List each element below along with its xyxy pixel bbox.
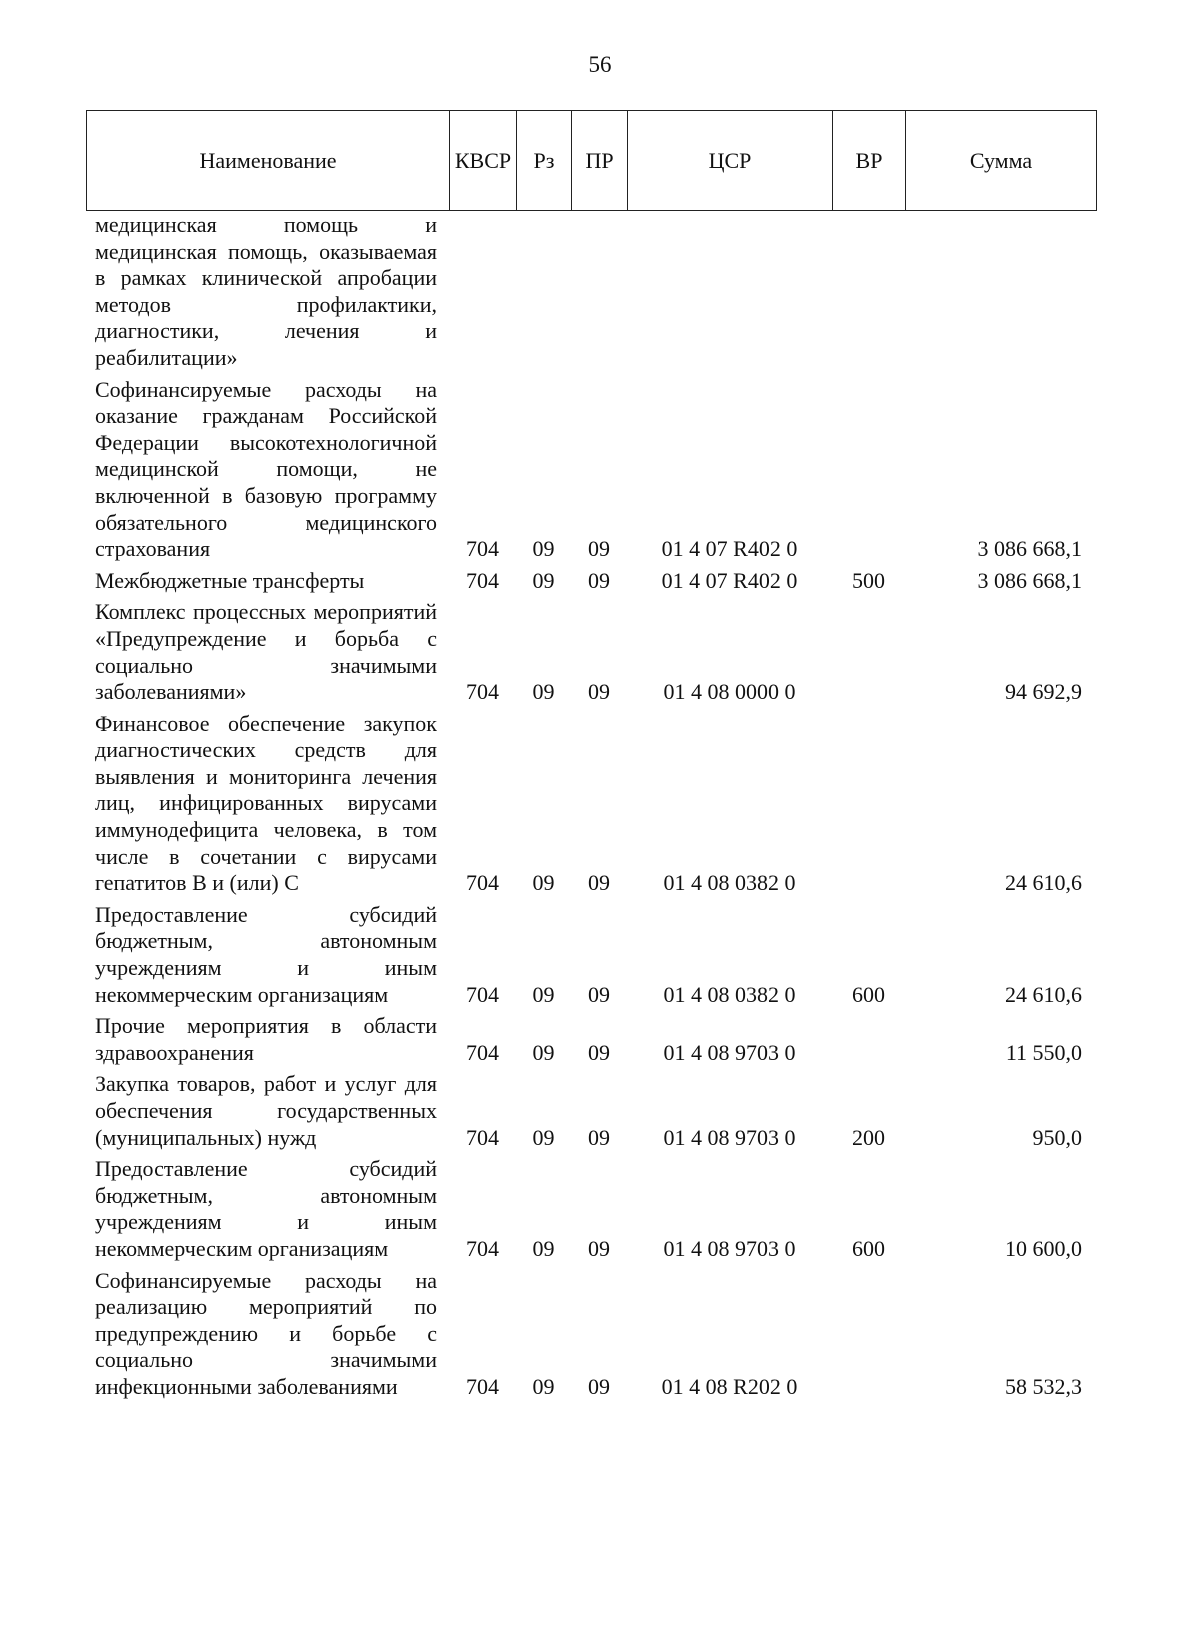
row-name: Прочие мероприятия в области здравоохранения — [95, 1013, 437, 1065]
table-row — [86, 563, 1096, 595]
row-vr: 600 — [852, 1235, 885, 1261]
row-rz: 09 — [532, 981, 555, 1007]
row-kvsr — [449, 212, 516, 372]
header-pr: ПР — [572, 111, 628, 211]
header-vr: ВР — [833, 111, 906, 211]
row-kvsr: 704 — [466, 981, 499, 1007]
row-pr: 09 — [588, 870, 610, 896]
header-name: Наименование — [87, 111, 450, 211]
row-rz: 09 — [532, 870, 555, 896]
row-csr — [627, 212, 832, 372]
row-name: Софинансируемые расходы на оказание гражданам Российской Федерации высокотехнологичной медицинской помощи, не включенной в базовую программу обязательного медицинского страхования — [95, 376, 437, 562]
row-sum: 10 600,0 — [1005, 1235, 1082, 1261]
row-name: медицинская помощь и медицинская помощь, оказываемая в рамках клинической апробации методов профилактики, диагностики, лечения и реабилитации» — [95, 212, 437, 370]
row-csr: 01 4 07 R402 0 — [661, 567, 798, 593]
row-csr: 01 4 08 9703 0 — [663, 1124, 796, 1150]
row-vr — [832, 1008, 905, 1066]
row-rz: 09 — [532, 1124, 555, 1150]
row-rz: 09 — [532, 1235, 555, 1261]
row-kvsr: 704 — [466, 679, 499, 705]
page-number: 56 — [588, 52, 612, 77]
row-csr: 01 4 07 R402 0 — [661, 536, 798, 562]
table-row — [86, 594, 1096, 705]
row-vr: 600 — [852, 981, 885, 1007]
row-rz: 09 — [532, 679, 555, 705]
row-csr: 01 4 08 R202 0 — [661, 1373, 798, 1399]
row-rz — [516, 212, 571, 372]
row-name: Комплекс процессных мероприятий «Предупреждение и борьба с социально значимыми заболеваниями» — [95, 599, 437, 705]
row-kvsr: 704 — [466, 1124, 499, 1150]
row-pr — [571, 212, 627, 372]
row-rz: 09 — [532, 536, 555, 562]
row-vr — [832, 212, 905, 372]
row-sum: 11 550,0 — [1005, 1039, 1082, 1065]
row-pr: 09 — [588, 567, 610, 593]
row-rz: 09 — [532, 567, 555, 593]
row-name: Предоставление субсидий бюджетным, автономным учреждениям и иным некоммерческим организациям — [95, 901, 437, 1007]
row-kvsr: 704 — [466, 1039, 499, 1065]
header-csr: ЦСР — [628, 111, 833, 211]
header-rz: Рз — [517, 111, 572, 211]
table-row — [86, 1263, 1096, 1401]
row-pr: 09 — [588, 1373, 610, 1399]
row-sum: 94 692,9 — [1005, 679, 1082, 705]
row-pr: 09 — [588, 536, 610, 562]
table-header — [86, 110, 1097, 211]
row-name: Межбюджетные трансферты — [95, 567, 365, 593]
row-pr: 09 — [588, 679, 610, 705]
row-name: Финансовое обеспечение закупок диагностических средств для выявления и мониторинга лечения лиц, инфицированных вирусами иммунодефицита человека, в том числе в сочетании с вирусами гепатитов В и (или) С — [95, 710, 437, 896]
table-row — [86, 1151, 1096, 1262]
table-row — [86, 1008, 1096, 1066]
row-csr: 01 4 08 0382 0 — [663, 981, 796, 1007]
row-kvsr: 704 — [466, 567, 499, 593]
header-sum: Сумма — [906, 111, 1097, 211]
row-csr: 01 4 08 0000 0 — [663, 679, 796, 705]
row-pr: 09 — [588, 1124, 610, 1150]
row-name: Софинансируемые расходы на реализацию мероприятий по предупреждению и борьбе с социально значимыми инфекционными заболеваниями — [95, 1267, 437, 1399]
row-vr — [832, 594, 905, 705]
table-row — [86, 1066, 1096, 1151]
row-vr — [832, 372, 905, 563]
header-kvsr: КВСР — [450, 111, 517, 211]
row-vr: 500 — [852, 567, 885, 593]
row-kvsr: 704 — [466, 1235, 499, 1261]
row-rz: 09 — [532, 1039, 555, 1065]
row-pr: 09 — [588, 1039, 610, 1065]
row-vr — [832, 1263, 905, 1401]
row-sum: 24 610,6 — [1005, 981, 1082, 1007]
row-sum — [905, 212, 1096, 372]
row-sum: 24 610,6 — [1005, 870, 1082, 896]
row-rz: 09 — [532, 1373, 555, 1399]
row-csr: 01 4 08 9703 0 — [663, 1039, 796, 1065]
row-sum: 950,0 — [1032, 1124, 1082, 1150]
table-row — [86, 706, 1096, 897]
row-sum: 3 086 668,1 — [977, 567, 1082, 593]
row-vr — [832, 706, 905, 897]
row-kvsr: 704 — [466, 536, 499, 562]
row-sum: 3 086 668,1 — [977, 536, 1082, 562]
row-name: Предоставление субсидий бюджетным, автономным учреждениям и иным некоммерческим организациям — [95, 1156, 437, 1261]
table-row — [86, 372, 1096, 563]
row-csr: 01 4 08 0382 0 — [663, 870, 796, 896]
table-row — [86, 897, 1096, 1008]
budget-table — [86, 212, 1096, 1401]
row-name: Закупка товаров, работ и услуг для обеспечения государственных (муниципальных) нужд — [95, 1071, 437, 1150]
row-pr: 09 — [588, 981, 610, 1007]
row-pr: 09 — [588, 1235, 610, 1261]
row-csr: 01 4 08 9703 0 — [663, 1235, 796, 1261]
row-vr: 200 — [852, 1124, 885, 1150]
row-sum: 58 532,3 — [1005, 1373, 1082, 1399]
row-kvsr: 704 — [466, 870, 499, 896]
table-row — [86, 212, 1096, 372]
row-kvsr: 704 — [466, 1373, 499, 1399]
